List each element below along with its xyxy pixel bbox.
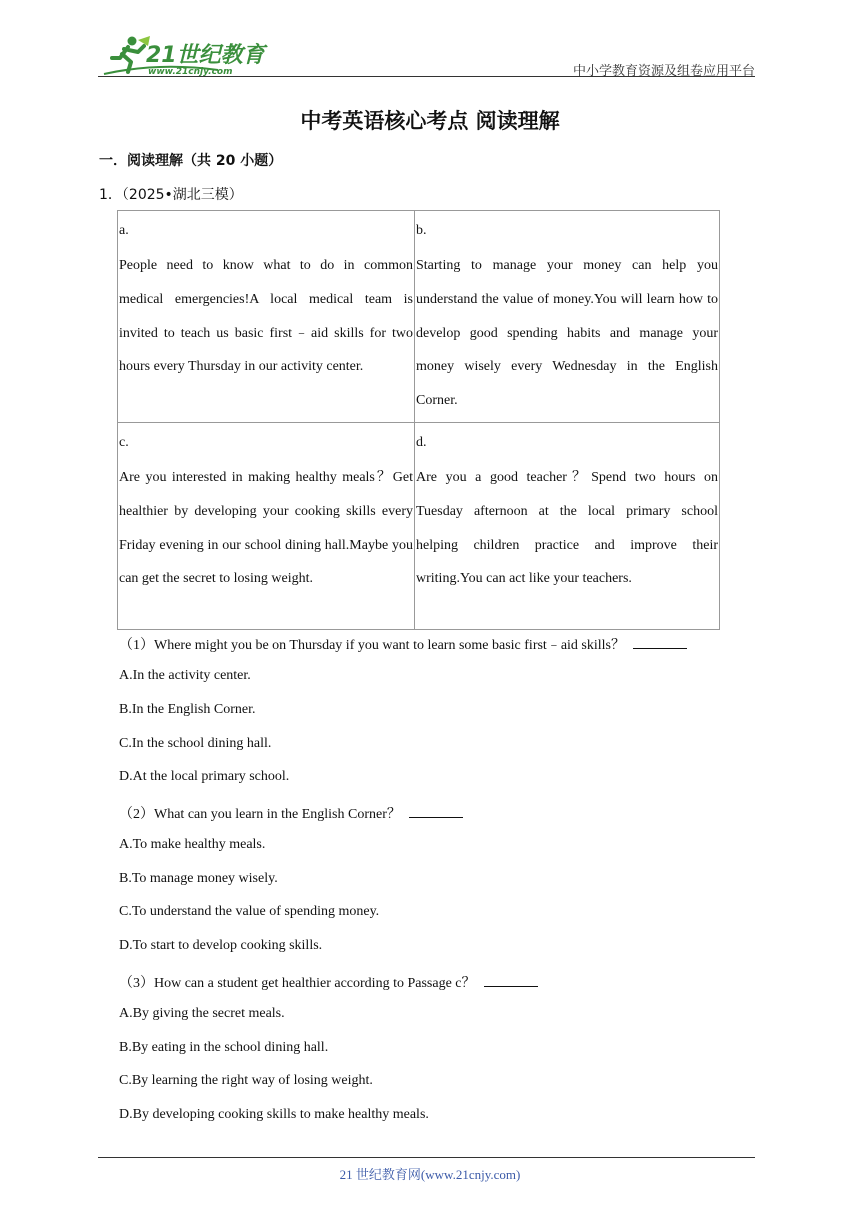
passage-text: Are you a good teacher？Spend two hours on Tuesday afternoon at the local primary school helping children practice and improve their writing.You can act like your teachers. (416, 469, 718, 587)
question-stem-2: （2）What can you learn in the English Corner？ (119, 803, 463, 823)
option-1d[interactable]: D.At the local primary school. (119, 769, 290, 784)
option-3a[interactable]: A.By giving the secret meals. (119, 1006, 285, 1021)
passage-letter: c. (119, 434, 129, 450)
svg-text:21世纪教育: 21世纪教育 (146, 43, 265, 68)
passage-table (117, 210, 720, 630)
option-2b[interactable]: B.To manage money wisely. (119, 871, 278, 886)
passage-letter: d. (416, 434, 427, 450)
header-divider (98, 76, 755, 77)
answer-blank[interactable] (633, 634, 687, 649)
page-header (98, 30, 755, 79)
header-platform-text: 中小学教育资源及组卷应用平台 (572, 64, 755, 79)
passage-cell-d (415, 422, 720, 629)
option-1c[interactable]: C.In the school dining hall. (119, 736, 272, 751)
passage-text: People need to know what to do in common medical emergencies!A local medical team is invited to teach us basic first﹣aid skills for two hours every Thursday in our activity center. (119, 258, 413, 375)
footer-link[interactable]: 21 世纪教育网(www.21cnjy.com) (339, 1167, 521, 1182)
logo-21cnjy (98, 32, 268, 76)
footer-divider (98, 1157, 755, 1158)
answer-blank[interactable] (409, 803, 463, 818)
passage-cell-a (118, 211, 415, 423)
passage-letter: b. (416, 223, 427, 238)
passage-text: Are you interested in making healthy meals？Get healthier by developing your cooking skills every Friday evening in our school dining hall.Maybe you can get the secret to losing weight. (119, 469, 413, 587)
question-stem-1: （1）Where might you be on Thursday if you want to learn some basic first﹣aid skills？ (119, 634, 687, 654)
question-stem-3: （3）How can a student get healthier according to Passage c？ (119, 972, 538, 992)
svg-text:www.21cnjy.com: www.21cnjy.com (148, 67, 233, 76)
option-2c[interactable]: C.To understand the value of spending money. (119, 904, 380, 919)
option-1a[interactable]: A.In the activity center. (119, 668, 251, 683)
answer-blank[interactable] (484, 972, 538, 987)
page-title: 中考英语核心考点 阅读理解 (300, 109, 560, 133)
question-number: 1．（2025•湖北三模） (99, 187, 243, 203)
option-2a[interactable]: A.To make healthy meals. (119, 837, 266, 852)
passage-text: Starting to manage your money can help you understand the value of money.You will learn how to develop good spending habits and manage your money wisely every Wednesday in the English Corner. (416, 258, 718, 409)
option-3c[interactable]: C.By learning the right way of losing weight. (119, 1073, 373, 1088)
passage-cell-b (415, 211, 720, 423)
passage-cell-c (118, 422, 415, 629)
option-1b[interactable]: B.In the English Corner. (119, 702, 256, 717)
passage-letter: a. (119, 223, 129, 238)
option-3b[interactable]: B.By eating in the school dining hall. (119, 1040, 329, 1055)
section-heading: 一．阅读理解（共 20 小题） (99, 153, 283, 169)
option-3d[interactable]: D.By developing cooking skills to make healthy meals. (119, 1107, 429, 1122)
option-2d[interactable]: D.To start to develop cooking skills. (119, 938, 323, 953)
